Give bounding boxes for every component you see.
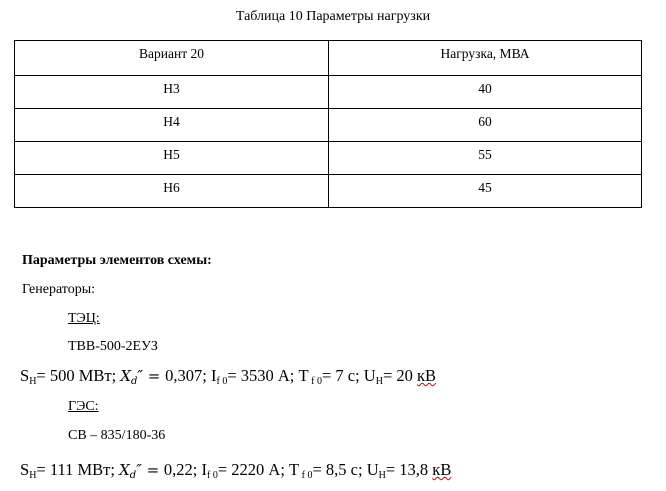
header-load: Нагрузка, МВА — [329, 41, 642, 76]
table-caption: Таблица 10 Параметры нагрузки — [235, 9, 431, 24]
x-symbol: X — [119, 461, 130, 479]
ges-params-line — [20, 460, 451, 480]
row-load-name: Н4 — [15, 109, 329, 142]
tec-params-line — [20, 366, 436, 386]
i-subscript: f 0 — [207, 470, 218, 481]
table-row — [15, 142, 642, 175]
i-value: = 3530 А; — [227, 366, 299, 385]
s-symbol: S — [20, 366, 30, 385]
u-unit: кВ — [432, 460, 452, 479]
tec-model: ТВВ-500-2ЕУЗ — [68, 339, 158, 354]
s-symbol: S — [20, 460, 30, 479]
x-rest: ″ = — [137, 367, 166, 385]
row-load-name: Н6 — [15, 175, 329, 208]
t-symbol: T — [298, 366, 309, 385]
row-load-value: 60 — [329, 109, 642, 142]
u-symbol: U — [363, 366, 376, 385]
load-parameters-table — [14, 40, 642, 208]
x-subscript: d — [131, 376, 138, 387]
row-load-name: Н5 — [15, 142, 329, 175]
row-load-value: 40 — [329, 76, 642, 109]
x-rest: ″ = — [136, 461, 164, 479]
s-value: = 500 МВт; — [36, 366, 121, 385]
u-subscript: Н — [375, 376, 383, 387]
header-variant: Вариант 20 — [15, 41, 329, 76]
t-subscript: f 0 — [308, 376, 322, 387]
table-row — [15, 109, 642, 142]
t-value: = 8,5 с; — [312, 460, 367, 479]
section-title: Параметры элементов схемы: — [22, 253, 212, 268]
ges-label: ГЭС: — [68, 399, 99, 414]
u-unit: кВ — [417, 366, 437, 385]
s-value: = 111 МВт; — [36, 460, 120, 479]
i-symbol: I — [210, 366, 217, 385]
s-subscript: Н — [29, 376, 37, 387]
i-value: = 2220 А; — [217, 460, 290, 479]
u-subscript: Н — [378, 470, 386, 481]
tec-label: ТЭЦ: — [68, 311, 100, 326]
t-symbol: T — [289, 460, 300, 479]
t-value: = 7 с; — [321, 366, 364, 385]
x-symbol: X — [120, 367, 132, 385]
table-row — [15, 76, 642, 109]
row-load-value: 55 — [329, 142, 642, 175]
ges-model: СВ – 835/180-36 — [68, 428, 166, 443]
x-value: 0,307; — [165, 366, 211, 385]
table-header-row — [15, 41, 642, 76]
x-value: 0,22; — [163, 460, 202, 479]
u-symbol: U — [366, 460, 379, 479]
t-subscript: f 0 — [299, 470, 313, 481]
i-symbol: I — [201, 460, 208, 479]
i-subscript: f 0 — [216, 376, 228, 387]
s-subscript: Н — [29, 470, 37, 481]
table-row — [15, 175, 642, 208]
u-value: = 13,8 — [385, 460, 433, 479]
row-load-name: Н3 — [15, 76, 329, 109]
row-load-value: 45 — [329, 175, 642, 208]
generators-label: Генераторы: — [22, 282, 96, 297]
u-value: = 20 — [382, 366, 418, 385]
x-subscript: d — [129, 470, 137, 481]
